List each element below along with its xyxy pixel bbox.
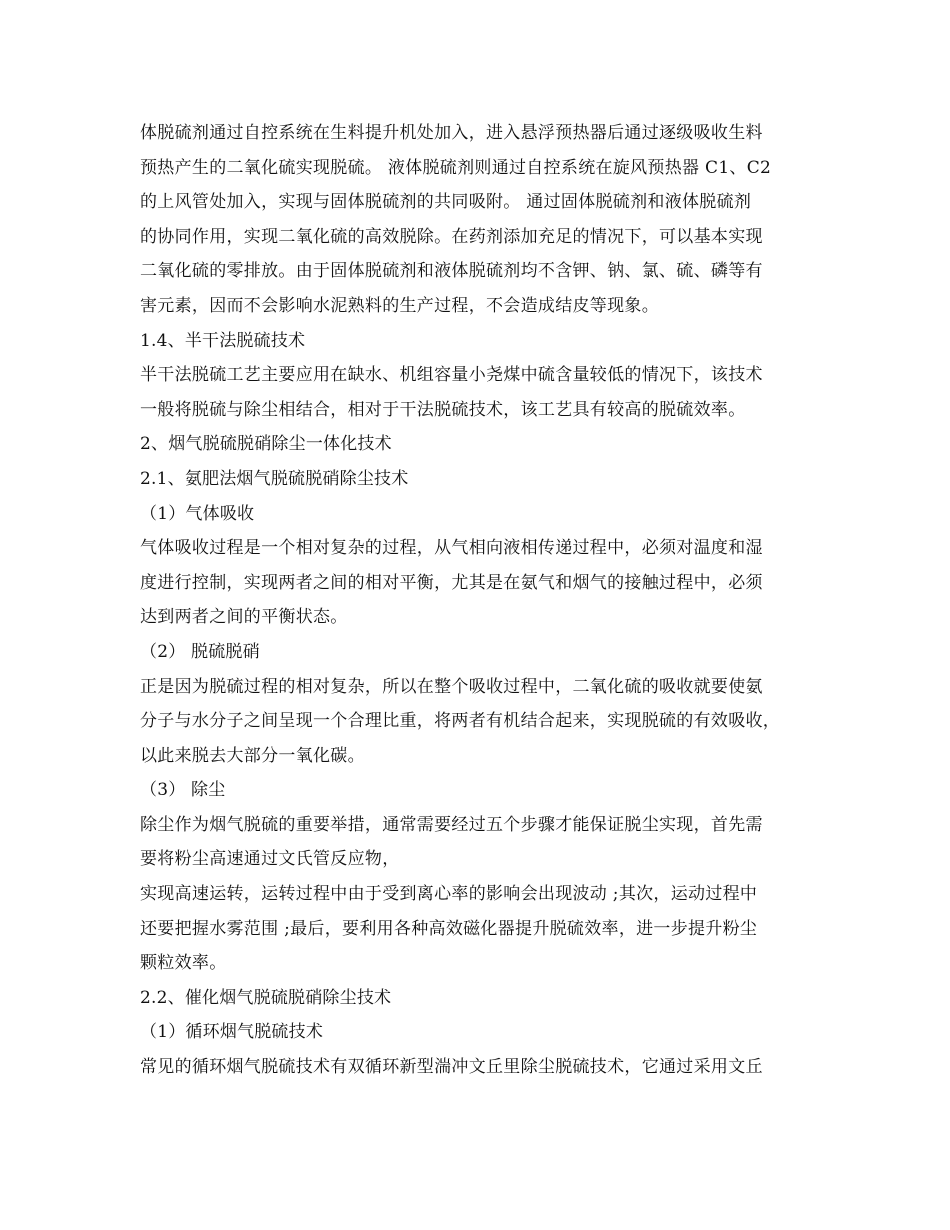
subsection-heading: （3） 除尘 <box>140 780 226 801</box>
section-heading: 2、烟气脱硫脱硝除尘一体化技术 <box>140 434 392 455</box>
text-line: 还要把握水雾范围 ;最后，要利用各种高效磁化器提升脱硫效率，进一步提升粉尘 <box>140 918 758 939</box>
section-heading: 2.1、氨肥法烟气脱硫脱硝除尘技术 <box>140 468 409 489</box>
text-line: 害元素，因而不会影响水泥熟料的生产过程，不会造成结皮等现象。 <box>140 295 659 316</box>
subsection-heading: （2） 脱硫脱硝 <box>140 641 260 662</box>
text-line: 除尘作为烟气脱硫的重要举措，通常需要经过五个步骤才能保证脱尘实现，首先需 <box>140 814 763 835</box>
text-line: 分子与水分子之间呈现一个合理比重，将两者有机结合起来，实现脱硫的有效吸收， <box>140 711 781 732</box>
text-line: 预热产生的二氧化硫实现脱硫。 液体脱硫剂则通过自控系统在旋风预热器 C1、C2 <box>140 157 772 178</box>
text-line: 颗粒效率。 <box>140 953 227 974</box>
text-line: 度进行控制，实现两者之间的相对平衡，尤其是在氨气和烟气的接触过程中，必须 <box>140 572 763 593</box>
text-line: 要将粉尘高速通过文氏管反应物， <box>140 849 400 870</box>
text-line: 气体吸收过程是一个相对复杂的过程，从气相向液相传递过程中，必须对温度和湿 <box>140 538 763 559</box>
text-line: 正是因为脱硫过程的相对复杂，所以在整个吸收过程中，二氧化硫的吸收就要使氨 <box>140 676 763 697</box>
text-line: 以此来脱去大部分一氧化碳。 <box>140 745 365 766</box>
text-line: 达到两者之间的平衡状态。 <box>140 607 348 628</box>
text-line: 一般将脱硫与除尘相结合，相对于干法脱硫技术，该工艺具有较高的脱硫效率。 <box>140 399 746 420</box>
text-line: 半干法脱硫工艺主要应用在缺水、机组容量小尧煤中硫含量较低的情况下，该技术 <box>140 365 763 386</box>
text-line: 的协同作用，实现二氧化硫的高效脱除。在药剂添加充足的情况下，可以基本实现 <box>140 226 763 247</box>
subsection-heading: （1）循环烟气脱硫技术 <box>140 1022 324 1043</box>
text-line: 的上风管处加入，实现与固体脱硫剂的共同吸附。 通过固体脱硫剂和液体脱硫剂 <box>140 192 752 213</box>
text-line: 实现高速运转，运转过程中由于受到离心率的影响会出现波动 ;其次，运动过程中 <box>140 884 758 905</box>
text-line: 体脱硫剂通过自控系统在生料提升机处加入，进入悬浮预热器后通过逐级吸收生料 <box>140 123 763 143</box>
text-line: 二氧化硫的零排放。由于固体脱硫剂和液体脱硫剂均不含钾、钠、氯、硫、磷等有 <box>140 261 763 282</box>
document-body <box>140 116 830 1085</box>
section-heading: 2.2、催化烟气脱硫脱硝除尘技术 <box>140 987 392 1008</box>
text-line: 常见的循环烟气脱硫技术有双循环新型湍冲文丘里除尘脱硫技术，它通过采用文丘 <box>140 1057 763 1078</box>
subsection-heading: （1）气体吸收 <box>140 503 255 524</box>
section-heading: 1.4、半干法脱硫技术 <box>140 330 306 351</box>
